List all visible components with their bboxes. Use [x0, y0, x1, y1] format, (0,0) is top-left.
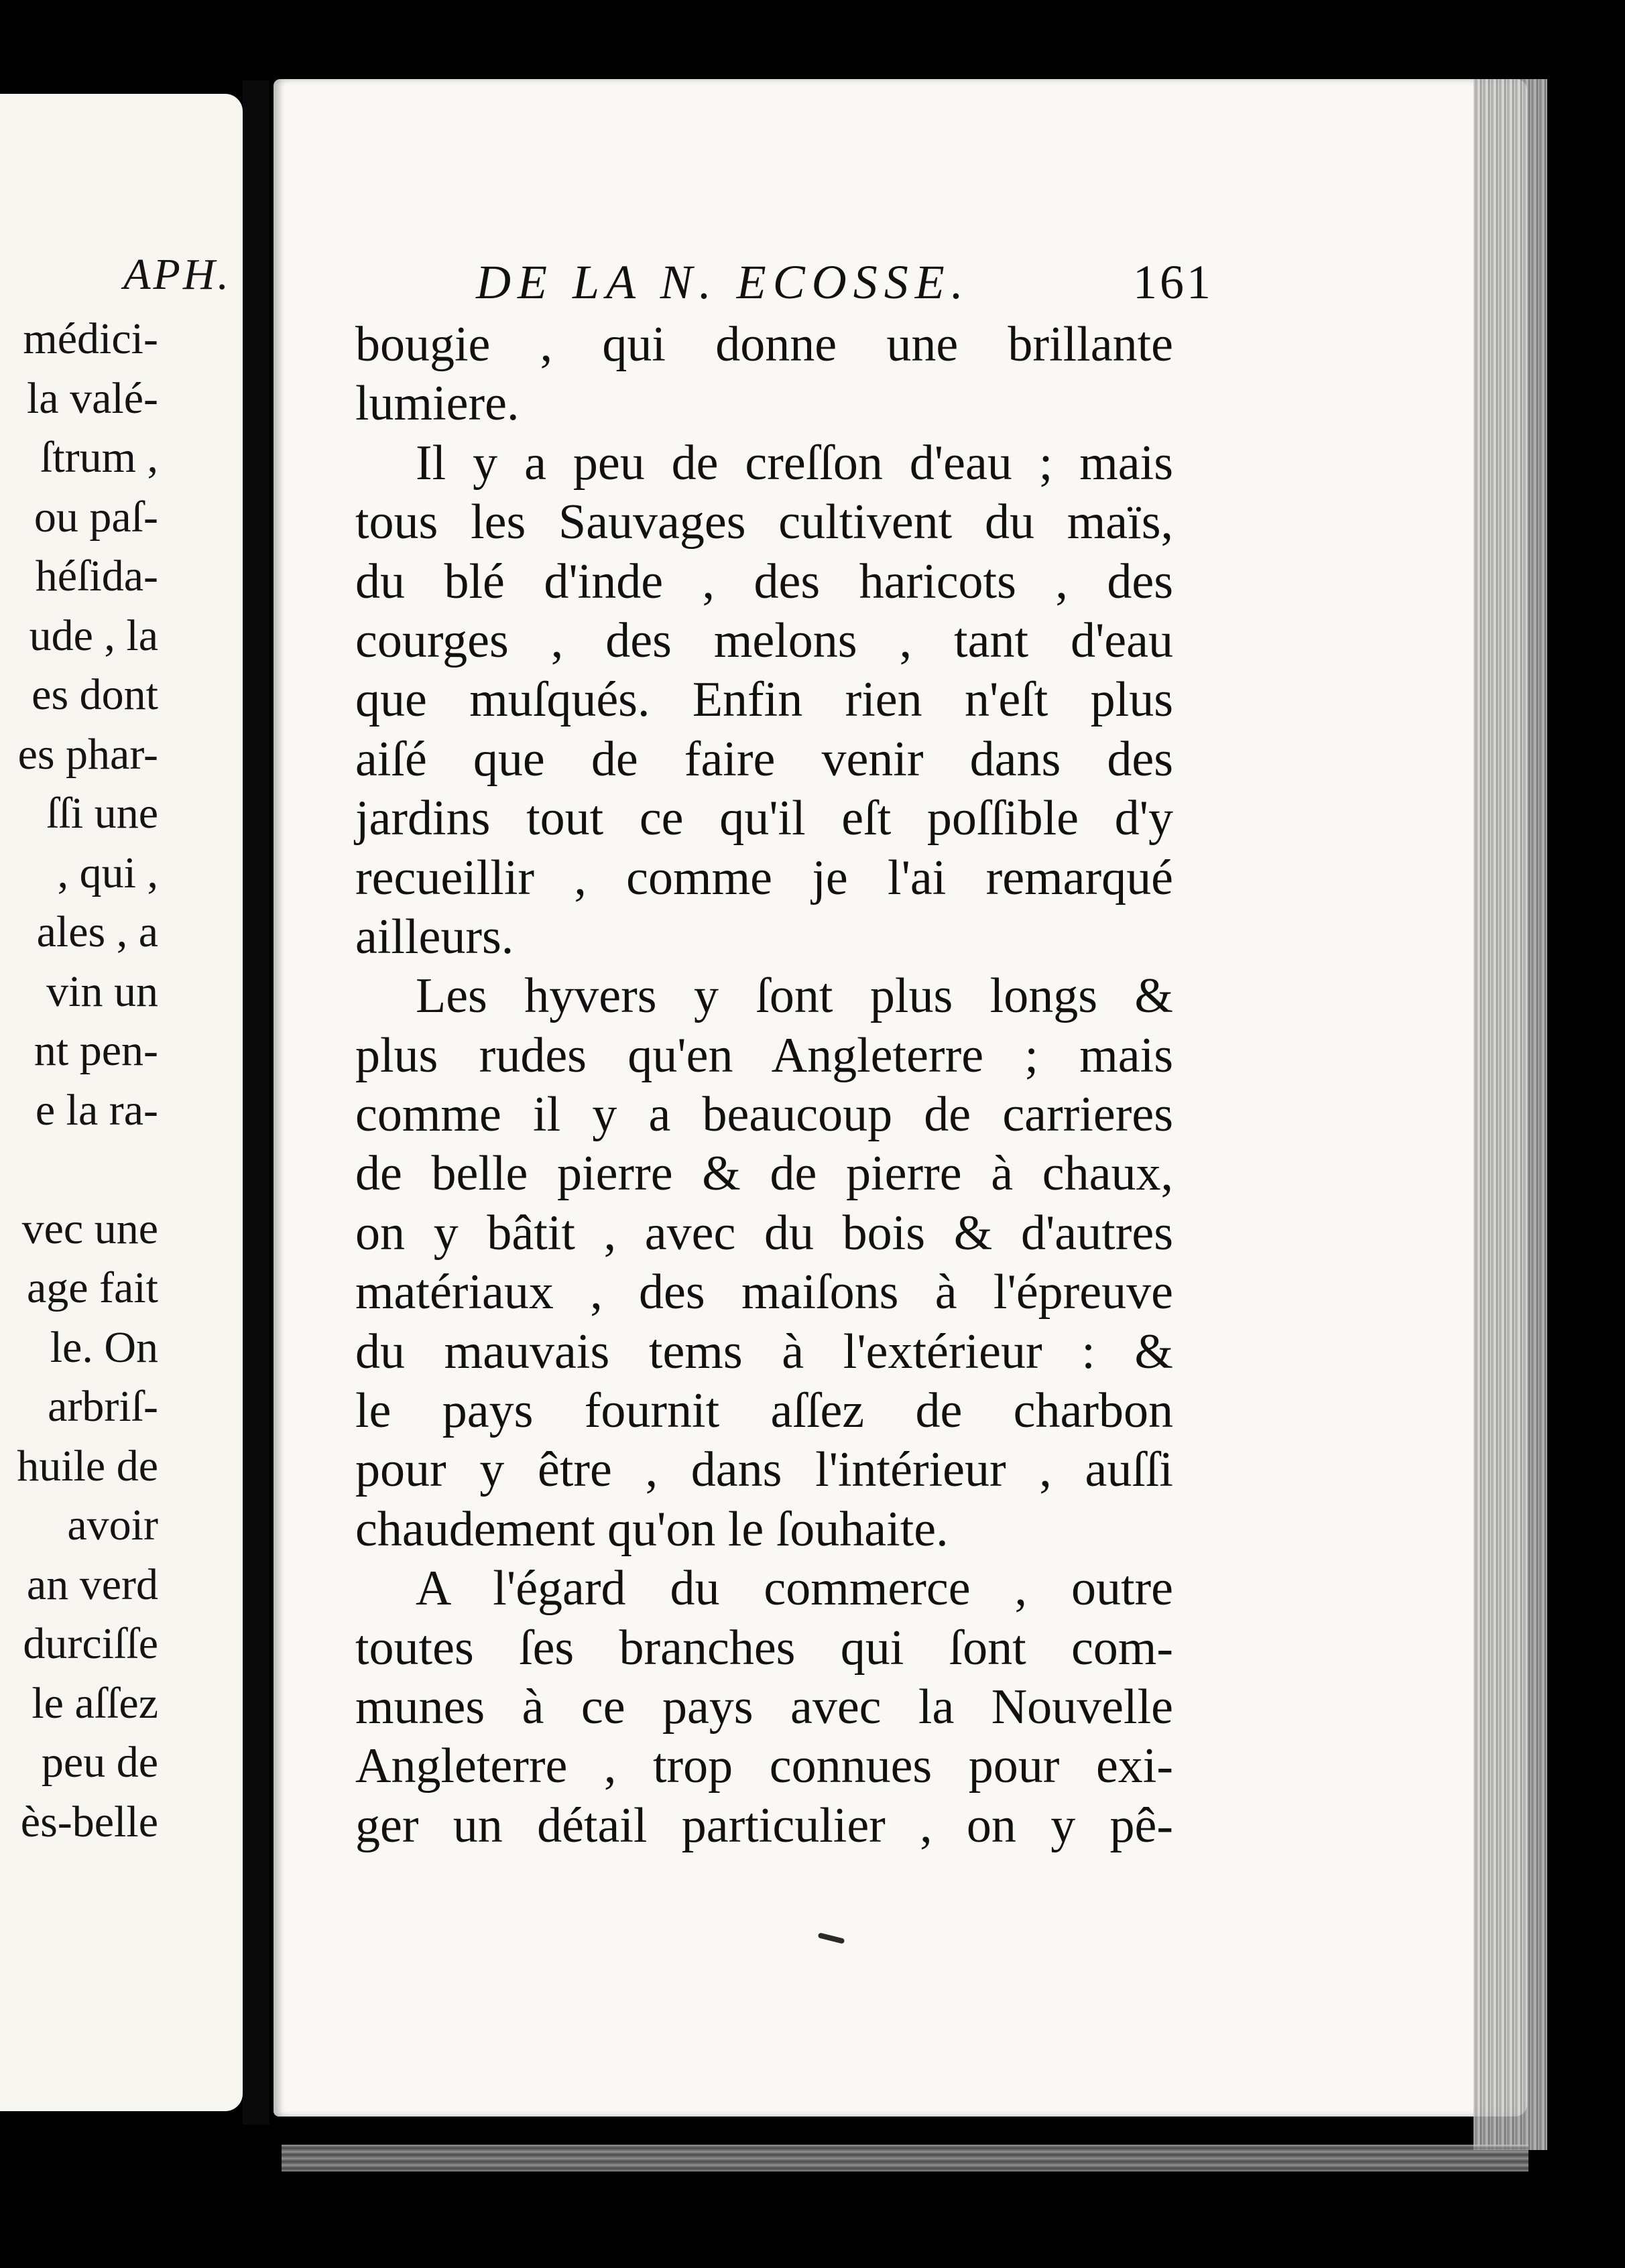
text-line: Les hyvers y ſont plus longs & [416, 968, 1173, 1024]
left-text-line: ſſi une [46, 789, 158, 838]
text-line: chaudement qu'on le ſouhaite. [355, 1501, 949, 1557]
text-line: Il y a peu de creſſon d'eau ; mais [416, 435, 1173, 491]
left-text-line: ès-belle [20, 1797, 158, 1846]
text-line: matériaux , des maiſons à l'épreuve [355, 1265, 1173, 1320]
text-line: jardins tout ce qu'il eſt poſſible d'y [355, 791, 1173, 846]
left-text-line: arbriſ- [48, 1382, 158, 1431]
text-line: le pays fournit aſſez de charbon [355, 1383, 1173, 1439]
text-line: on y bâtit , avec du bois & d'autres [355, 1205, 1173, 1261]
left-text-line: ude , la [29, 611, 158, 660]
left-text-line: es phar- [17, 729, 158, 779]
text-line: plus rudes qu'en Angleterre ; mais [355, 1027, 1173, 1083]
text-line: ger un détail particulier , on y pê- [355, 1798, 1173, 1853]
text-line: courges , des melons , tant d'eau [355, 613, 1173, 668]
left-text-line: nt pen- [34, 1026, 158, 1075]
left-text-line: le. On [50, 1322, 158, 1372]
text-line: du mauvais tems à l'extérieur : & [355, 1324, 1173, 1379]
left-text-line: la valé- [26, 373, 158, 423]
left-text-line: age fait [26, 1263, 158, 1312]
left-text-line: peu de [41, 1738, 158, 1787]
body-text [355, 315, 1173, 1855]
text-line: recueillir , comme je l'ai remarqué [355, 850, 1173, 905]
text-line: ailleurs. [355, 909, 514, 964]
left-text-line: vec une [21, 1204, 158, 1253]
left-text-line: huile de [17, 1441, 158, 1491]
left-text-line: ou paſ- [34, 492, 158, 542]
left-text-line: ales , a [36, 907, 158, 956]
page-edges [1473, 79, 1547, 2150]
left-text-line: e la ra- [35, 1085, 158, 1135]
left-text-line: médici- [23, 314, 158, 363]
left-text-line [0, 1140, 168, 1200]
book-gutter [243, 80, 269, 2125]
left-text-line: vin un [46, 966, 158, 1016]
text-line: comme il y a beaucoup de carrieres [355, 1087, 1173, 1143]
page-number: 161 [1133, 255, 1213, 309]
text-line: Angleterre , trop connues pour exi- [355, 1739, 1173, 1794]
text-line: toutes ſes branches qui ſont com- [355, 1620, 1173, 1676]
text-line: de belle pierre & de pierre à chaux, [355, 1146, 1173, 1202]
running-head: DE LA N. ECOSSE. [476, 255, 970, 309]
text-line: du blé d'inde , des haricots , des [355, 554, 1173, 609]
left-text-line: durciſſe [23, 1619, 158, 1668]
left-page-fragment [0, 94, 243, 2111]
text-line: aiſé que de faire venir dans des [355, 731, 1173, 787]
left-text-line: , qui , [57, 848, 158, 897]
bottom-page-edges [282, 2145, 1528, 2171]
text-line: lumiere. [355, 376, 520, 432]
text-line: A l'égard du commerce , outre [416, 1561, 1173, 1617]
left-running-head: APH. [123, 250, 231, 299]
left-page-text [0, 310, 168, 1852]
left-text-line: avoir [67, 1501, 158, 1550]
text-line: tous les Sauvages cultivent du maïs, [355, 495, 1173, 550]
text-line: bougie , qui donne une brillante [355, 317, 1173, 372]
text-line: que muſqués. Enfin rien n'eſt plus [355, 672, 1173, 728]
left-text-line: ſtrum , [40, 433, 158, 482]
text-line: pour y être , dans l'intérieur , auſſi [355, 1442, 1173, 1498]
left-text-line: an verd [26, 1560, 158, 1609]
page-header [476, 255, 1213, 322]
left-text-line: le aſſez [32, 1678, 158, 1728]
left-text-line: héſida- [35, 552, 158, 601]
text-line: munes à ce pays avec la Nouvelle [355, 1679, 1173, 1735]
left-text-line: es dont [32, 670, 158, 719]
